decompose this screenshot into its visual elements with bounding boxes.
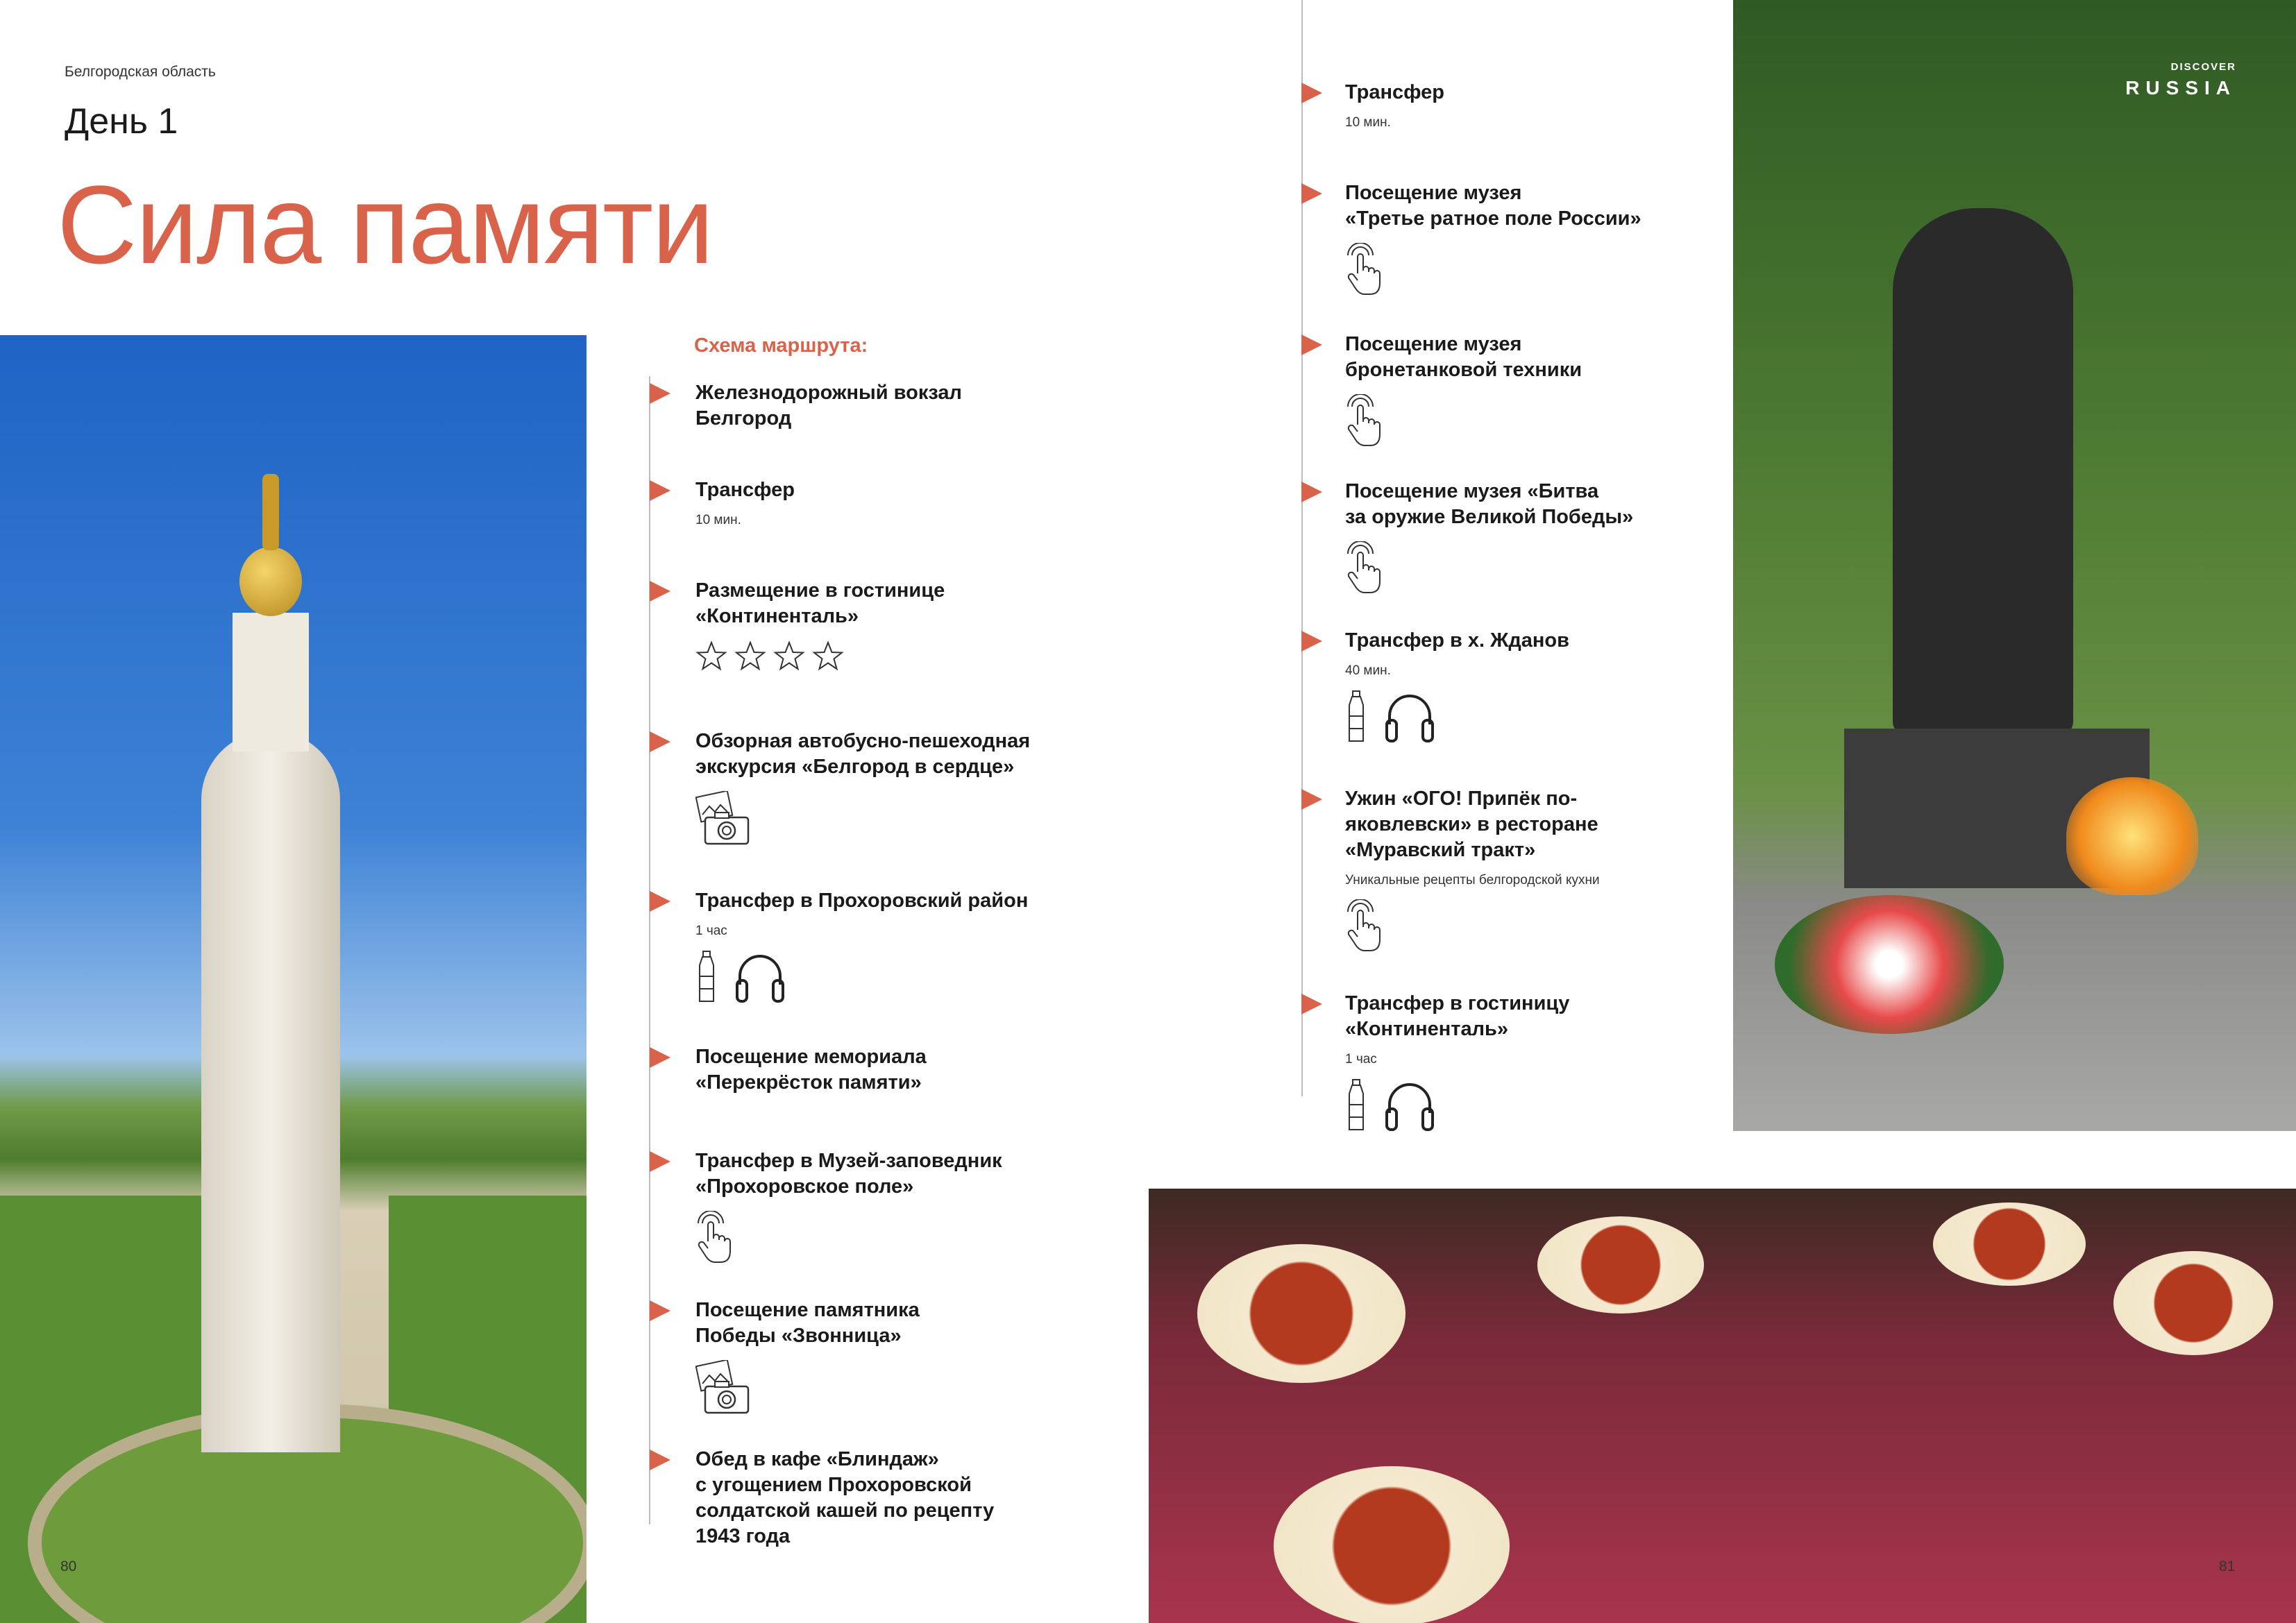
route-arrow-icon <box>1301 83 1322 103</box>
route-arrow-icon <box>1301 631 1322 652</box>
route-arrow-icon <box>650 480 670 501</box>
route-step-icons <box>1345 1078 1569 1132</box>
water-bottle-icon <box>1345 690 1367 744</box>
touch-hand-icon <box>695 1211 733 1265</box>
route-step-title: Обед в кафе «Блиндаж» с угощением Прохоровской солдатской кашей по рецепту 1943 года <box>695 1448 995 1547</box>
route-step-title: Посещение памятника Победы «Звонница» <box>695 1299 920 1347</box>
route-step-note: 10 мин. <box>695 513 741 527</box>
water-bottle-icon <box>1345 1078 1367 1132</box>
route-step-title: Трансфер в Прохоровский район <box>695 890 1029 912</box>
route-step-note: 1 час <box>1345 1052 1377 1067</box>
route-step <box>1345 332 1582 448</box>
route-step-title: Трансфер в Музей-заповедник «Прохоровское поле» <box>695 1150 1002 1198</box>
route-step <box>1345 786 1600 953</box>
headphones-icon <box>1383 1078 1437 1132</box>
route-line-right <box>1301 0 1303 1096</box>
discover-russia-logo <box>2097 61 2236 124</box>
photo-camera-icon <box>695 791 754 848</box>
route-step-title: Посещение музея «Третье ратное поле России» <box>1345 182 1641 230</box>
touch-hand-icon <box>1345 394 1383 448</box>
route-step-title: Посещение музея бронетанковой техники <box>1345 333 1582 381</box>
route-arrow-icon <box>1301 789 1322 810</box>
route-step-icons <box>695 1211 1002 1265</box>
route-step-title: Трансфер <box>1345 81 1444 103</box>
route-step <box>695 888 1028 1004</box>
region-label: Белгородская область <box>65 64 216 80</box>
route-step-icons <box>1345 394 1582 448</box>
route-step <box>1345 991 1569 1132</box>
route-arrow-icon <box>1301 334 1322 355</box>
logo-bottom-text: RUSSIA <box>2125 77 2236 99</box>
route-step-icons <box>1345 243 1641 297</box>
route-step-title: Обзорная автобусно-пешеходная экскурсия «Белгород в сердце» <box>695 730 1031 778</box>
page-number-right: 81 <box>2219 1558 2236 1574</box>
food-table-photo <box>1149 1189 2296 1623</box>
route-step-title: Посещение мемориала «Перекрёсток памяти» <box>695 1046 927 1094</box>
logo-top-text: DISCOVER <box>2170 61 2236 73</box>
route-step <box>695 1044 927 1096</box>
route-arrow-icon <box>1301 994 1322 1014</box>
route-step-title: Трансфер <box>695 479 795 501</box>
route-step-icons <box>695 950 1028 1004</box>
touch-hand-icon <box>1345 899 1383 953</box>
page-title: Сила памяти <box>57 162 713 287</box>
route-step-title: Ужин «ОГО! Припёк по- яковлевски» в ресторане «Муравский тракт» <box>1345 788 1598 861</box>
route-step <box>695 380 962 432</box>
route-step <box>695 1447 994 1549</box>
route-step <box>695 1148 1002 1265</box>
route-arrow-icon <box>650 1047 670 1068</box>
headphones-icon <box>1383 690 1437 744</box>
route-step-icons <box>695 640 945 672</box>
route-step-icons <box>695 791 1030 848</box>
route-arrow-icon <box>1301 482 1322 502</box>
photo-camera-icon <box>695 1360 754 1417</box>
day-label: День 1 <box>65 101 178 142</box>
route-step-note: 10 мин. <box>1345 115 1391 130</box>
route-step-title: Размещение в гостинице «Континенталь» <box>695 579 945 627</box>
route-step <box>695 1298 920 1417</box>
route-step-title: Трансфер в х. Жданов <box>1345 629 1569 652</box>
belfry-photo <box>0 335 586 1623</box>
route-step-icons <box>1345 541 1633 595</box>
route-arrow-icon <box>650 891 670 912</box>
page-number-left: 80 <box>60 1558 77 1574</box>
route-step <box>695 578 945 672</box>
water-bottle-icon <box>695 950 718 1004</box>
route-step <box>1345 80 1444 130</box>
route-step-icons <box>1345 899 1600 953</box>
route-step-note: Уникальные рецепты белгородской кухни <box>1345 873 1600 887</box>
route-step-icons <box>1345 690 1569 744</box>
route-arrow-icon <box>650 581 670 602</box>
star-icon <box>812 640 844 672</box>
route-heading: Схема маршрута: <box>694 334 868 357</box>
route-step-title: Железнодорожный вокзал Белгород <box>695 382 962 430</box>
route-step <box>1345 180 1641 297</box>
route-step <box>695 477 795 528</box>
touch-hand-icon <box>1345 243 1383 297</box>
route-step-title: Посещение музея «Битва за оружие Великой Победы» <box>1345 480 1634 528</box>
route-step-note: 1 час <box>695 924 727 938</box>
route-step <box>1345 628 1569 744</box>
route-arrow-icon <box>650 731 670 752</box>
route-step-icons <box>695 1360 920 1417</box>
route-line-left <box>649 376 650 1524</box>
route-step-title: Трансфер в гостиницу «Континенталь» <box>1345 992 1570 1040</box>
headphones-icon <box>733 950 787 1004</box>
route-arrow-icon <box>650 383 670 404</box>
star-icon <box>773 640 805 672</box>
route-arrow-icon <box>650 1151 670 1172</box>
route-step <box>1345 479 1633 595</box>
route-arrow-icon <box>650 1450 670 1470</box>
star-icon <box>695 640 727 672</box>
route-step <box>695 729 1030 848</box>
route-arrow-icon <box>1301 183 1322 204</box>
monument-photo <box>1733 0 2296 1131</box>
route-arrow-icon <box>650 1300 670 1321</box>
route-step-note: 40 мин. <box>1345 663 1391 678</box>
touch-hand-icon <box>1345 541 1383 595</box>
star-icon <box>734 640 766 672</box>
